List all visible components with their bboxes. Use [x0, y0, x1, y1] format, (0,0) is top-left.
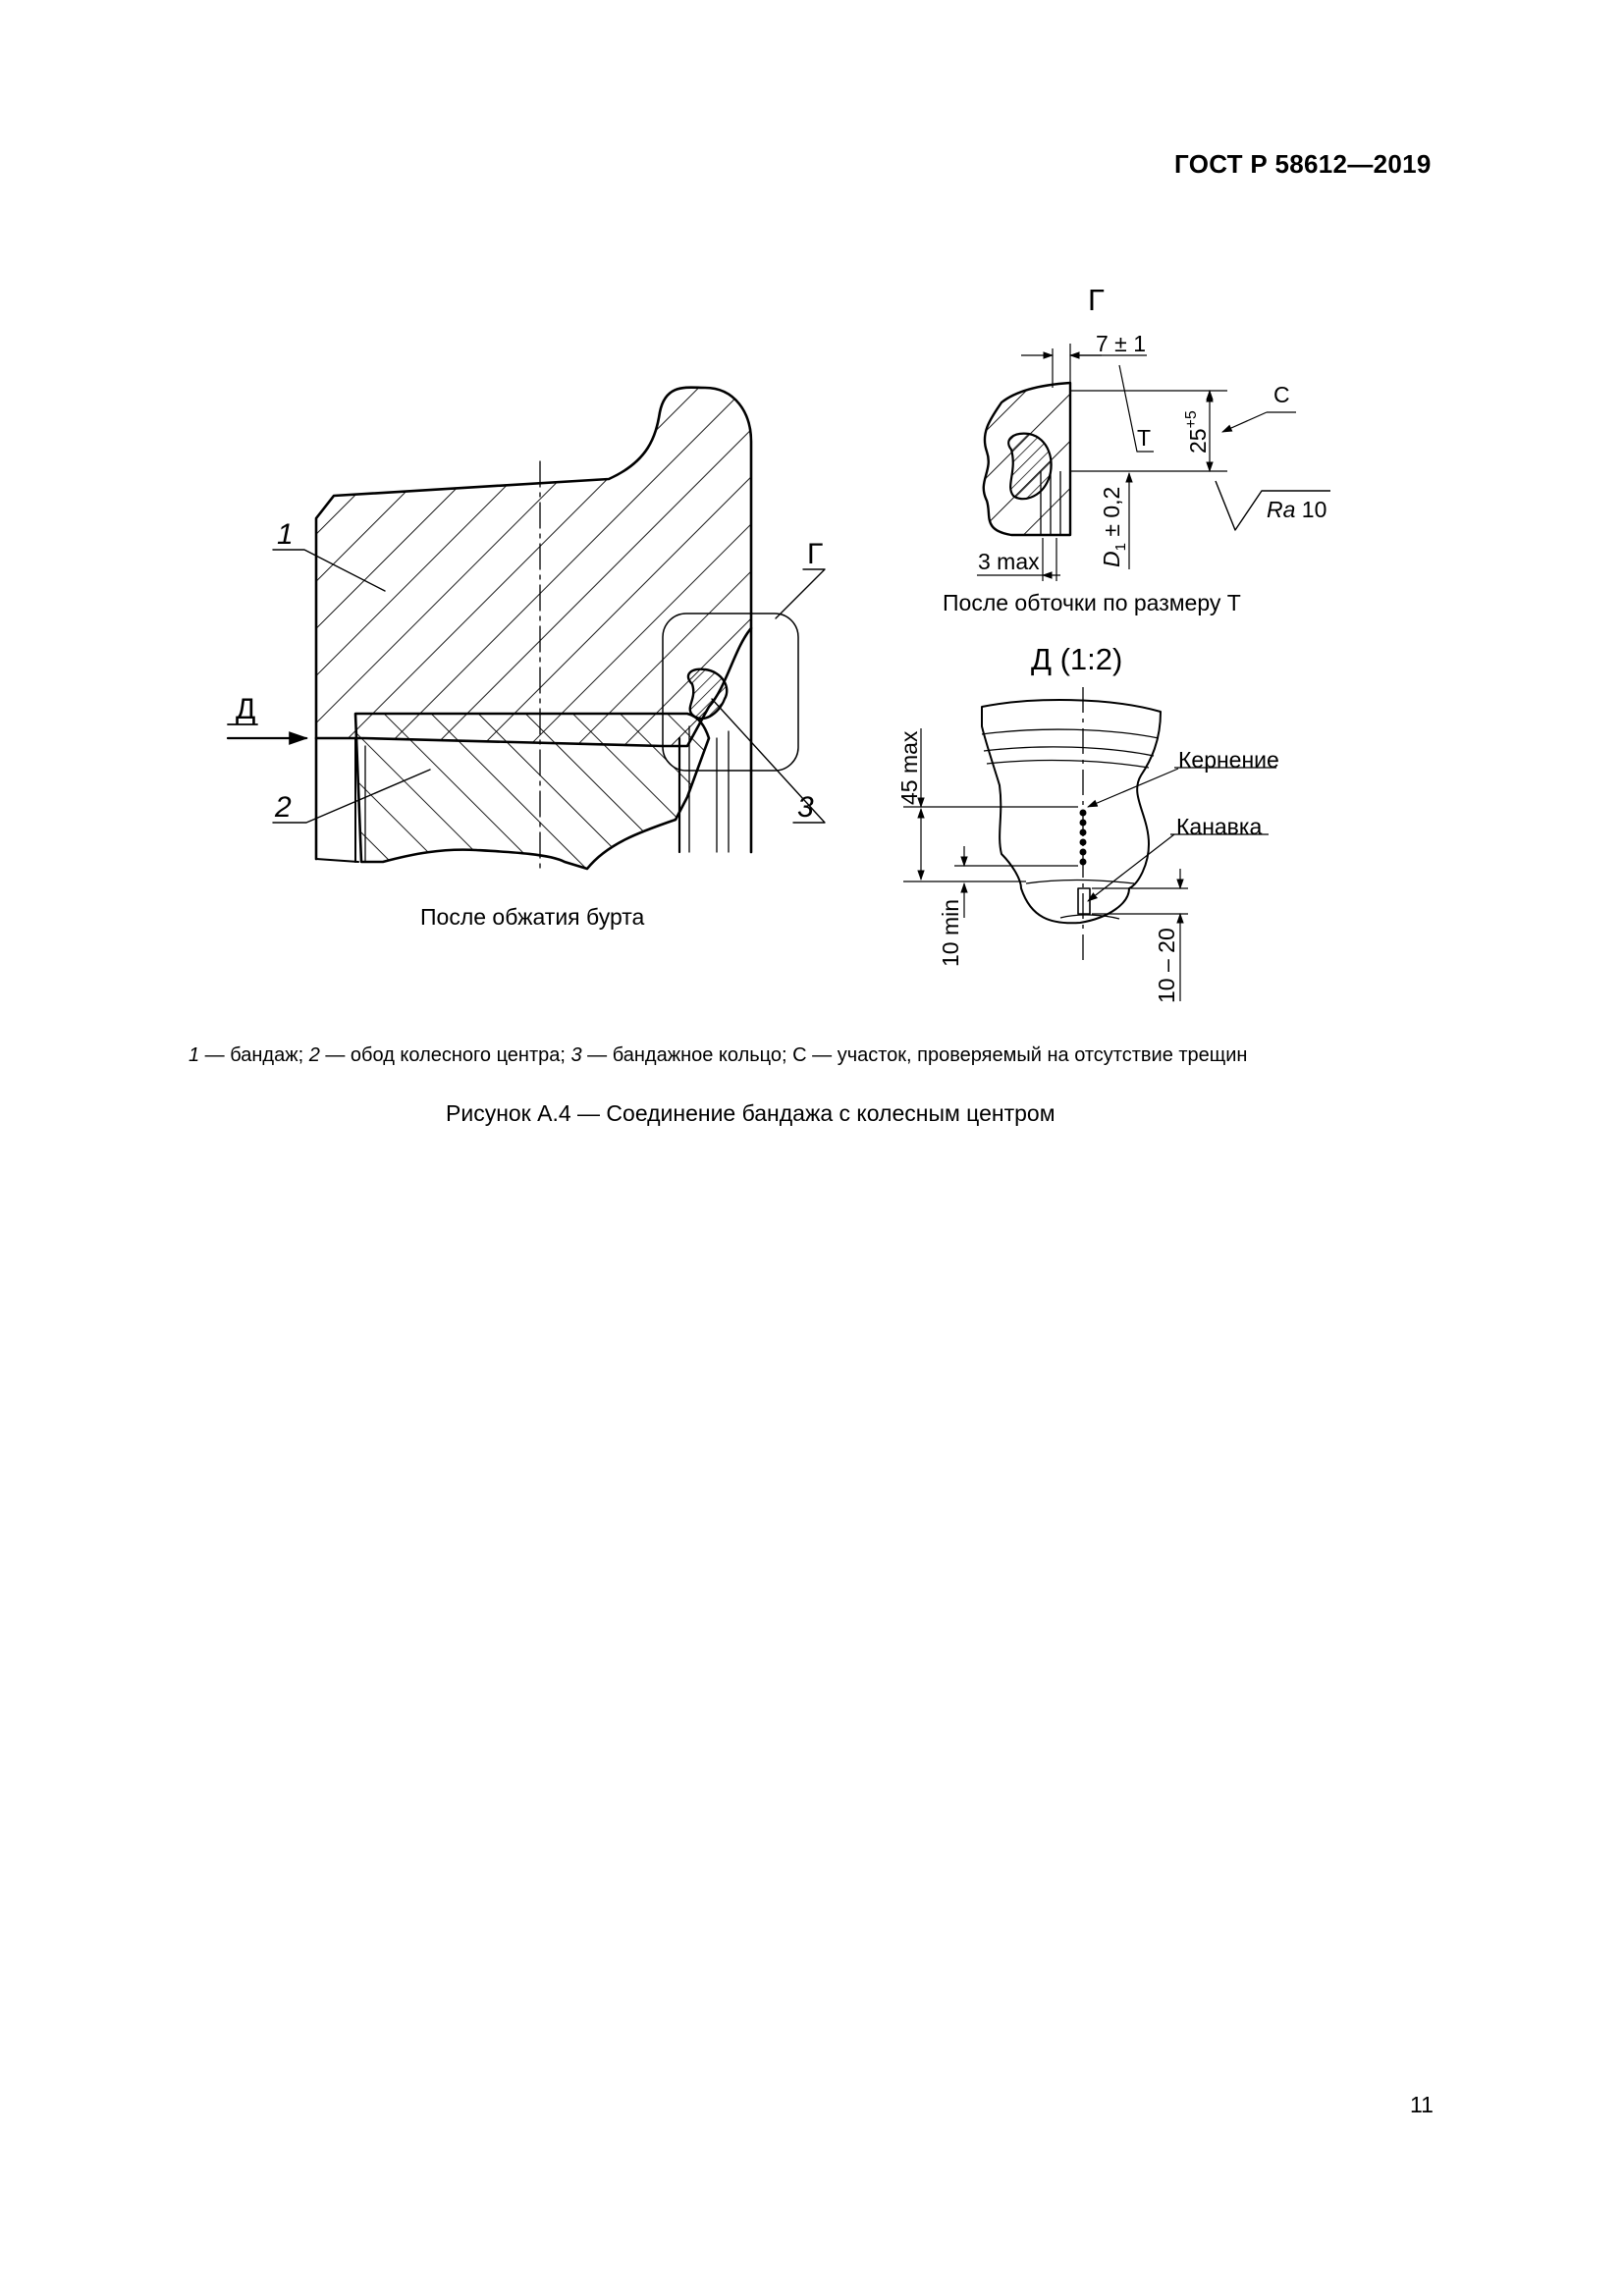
label-2: 2 — [275, 791, 292, 824]
dim-10min: 10 min — [938, 898, 963, 967]
detail-g-view — [977, 344, 1330, 581]
figure-caption: Рисунок А.4 — Соединение бандажа с колесным центром — [446, 1100, 1056, 1126]
label-kernenie: Кернение — [1178, 747, 1279, 773]
dim-7-1: 7 ± 1 — [1096, 331, 1146, 356]
legend-num-3: 3 — [570, 1044, 582, 1066]
label-1: 1 — [277, 518, 294, 551]
rim-section — [355, 714, 709, 869]
roughness: Ra 10 — [1267, 497, 1327, 522]
legend-num-2: 2 — [308, 1044, 320, 1066]
detail-g-title: Г — [1088, 283, 1105, 317]
label-detail-g: Г — [807, 538, 824, 570]
main-section-view — [228, 388, 825, 874]
view-d-labels — [896, 642, 1279, 1003]
main-view-caption: После обжатия бурта — [420, 904, 645, 930]
dim-d1: $D_1 \pm 0,2$ — [1099, 486, 1129, 567]
label-view-d: Д — [236, 693, 256, 725]
dim-45max: 45 max — [896, 730, 922, 805]
legend-text-2: — обод колесного центра; — [319, 1044, 571, 1066]
view-d-outline — [982, 700, 1161, 923]
figure-legend — [189, 1044, 1247, 1067]
bandage-section — [316, 388, 751, 746]
technical-drawing — [0, 0, 1624, 1041]
view-d-title: Д (1:2) — [1031, 642, 1123, 676]
dim-25: $25^{+5}$ — [1183, 410, 1211, 454]
standard-code: ГОСТ Р 58612—2019 — [1174, 149, 1432, 179]
dim-3max: 3 max — [978, 549, 1040, 574]
dim-t: Т — [1137, 425, 1152, 451]
legend-num-1: 1 — [189, 1044, 200, 1066]
label-c: С — [1273, 382, 1290, 407]
label-kanavka: Канавка — [1176, 814, 1263, 839]
detail-g-caption: После обточки по размеру Т — [943, 590, 1241, 615]
label-3: 3 — [797, 791, 814, 824]
page-number: 11 — [1410, 2092, 1434, 2117]
dim-10-20: 10 – 20 — [1154, 928, 1179, 1003]
legend-text-3: — бандажное кольцо; С — участок, проверяемый на отсутствие трещин — [581, 1044, 1248, 1066]
legend-text-1: — бандаж; — [199, 1044, 309, 1066]
bandage-ring — [688, 669, 727, 719]
